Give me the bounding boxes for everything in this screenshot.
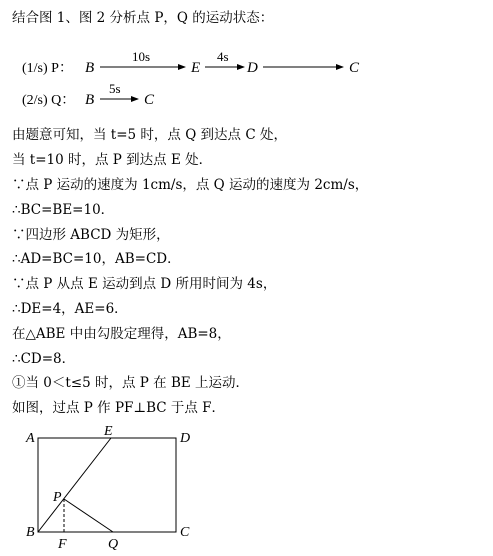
label-q: Q bbox=[108, 537, 119, 552]
text-line-10: ∴CD=8． bbox=[12, 351, 76, 367]
text-line-12: 如图，过点 P 作 PF⊥BC 于点 F． bbox=[12, 400, 226, 416]
label-c: C bbox=[180, 525, 190, 540]
text-line-3: ∵点 P 运动的速度为 1cm/s，点 Q 运动的速度为 2cm/s， bbox=[12, 177, 369, 193]
p-speed-label: (1/s) P： bbox=[22, 61, 73, 76]
label-d: D bbox=[180, 431, 191, 446]
q-label-c: C bbox=[144, 92, 155, 108]
time-label-4s: 4s bbox=[217, 49, 229, 64]
text-line-6: ∴AD=BC=10，AB=CD． bbox=[12, 251, 181, 267]
geometry-figure bbox=[20, 424, 220, 554]
label-f: F bbox=[58, 537, 67, 552]
p-label-e: E bbox=[191, 60, 201, 76]
p-label-d: D bbox=[247, 60, 258, 76]
time-label-5s: 5s bbox=[109, 81, 121, 96]
text-line-11: ①当 0＜t≤5 时，点 P 在 BE 上运动． bbox=[12, 375, 250, 391]
text-line-1: 由题意可知，当 t=5 时，点 Q 到达点 C 处， bbox=[12, 127, 287, 143]
text-line-9: 在△ABE 中由勾股定理得，AB=8， bbox=[12, 326, 231, 342]
label-p: P bbox=[53, 490, 62, 505]
q-label-b: B bbox=[85, 92, 95, 108]
q-speed-label: (2/s) Q： bbox=[22, 93, 76, 108]
text-line-7: ∵点 P 从点 E 运动到点 D 所用时间为 4s， bbox=[12, 276, 277, 292]
label-b: B bbox=[26, 525, 35, 540]
text-line-5: ∵四边形 ABCD 为矩形， bbox=[12, 227, 170, 243]
time-label-10s: 10s bbox=[132, 49, 151, 64]
text-line-8: ∴DE=4，AE=6． bbox=[12, 301, 128, 317]
p-label-c: C bbox=[349, 60, 360, 76]
segment-be bbox=[38, 438, 111, 532]
intro-line: 结合图 1、图 2 分析点 P，Q 的运动状态： bbox=[12, 10, 274, 26]
label-a: A bbox=[26, 431, 35, 446]
text-line-2: 当 t=10 时，点 P 到达点 E 处． bbox=[12, 152, 213, 168]
p-label-b: B bbox=[85, 60, 95, 76]
segment-pq bbox=[64, 499, 113, 532]
text-line-4: ∴BC=BE=10． bbox=[12, 202, 115, 218]
label-e: E bbox=[104, 424, 113, 439]
rectangle-abcd bbox=[38, 438, 176, 532]
